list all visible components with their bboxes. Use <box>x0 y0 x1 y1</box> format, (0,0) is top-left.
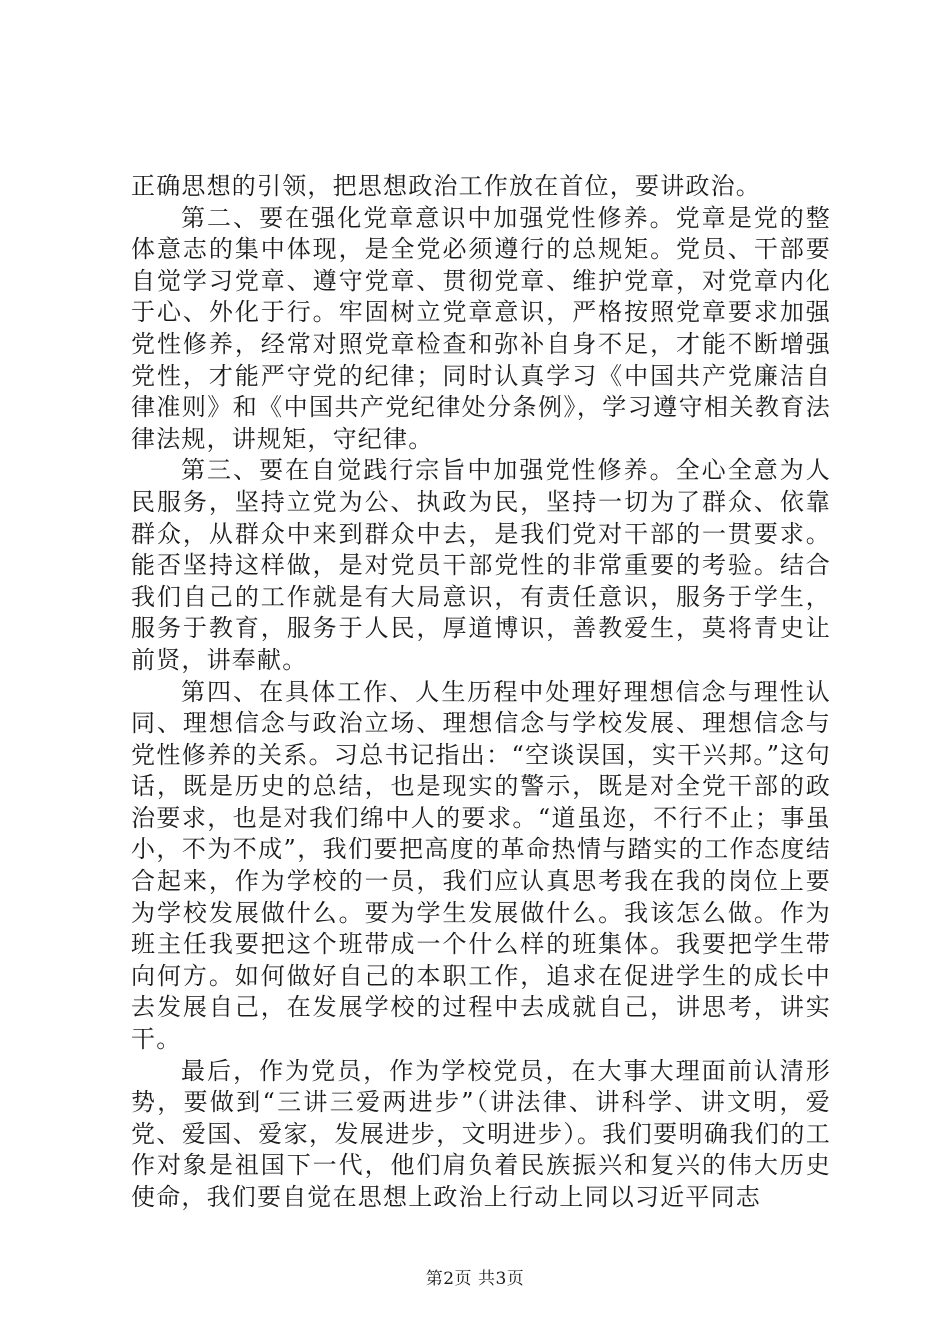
page-number-footer: 第2页 共3页 <box>425 1269 525 1289</box>
document-body <box>131 171 831 1214</box>
paragraph-third-point: 第三、要在自觉践行宗旨中加强党性修养。全心全意为人民服务，坚持立党为公、执政为民，坚持一切为了群众、依靠群众，从群众中来到群众中去，是我们党对干部的一贯要求。能否坚持这样做，是对党员干部党性的非常重要的考验。结合我们自己的工作就是有大局意识，有责任意识，服务于学生，服务于教育，服务于人民，厚道博识，善教爱生，莫将青史让前贤，讲奉献。 <box>131 456 831 674</box>
paragraph-continuation: 正确思想的引领，把思想政治工作放在首位，要讲政治。 <box>131 172 761 200</box>
paragraph-fourth-point: 第四、在具体工作、人生历程中处理好理想信念与理性认同、理想信念与政治立场、理想信念与学校发展、理想信念与党性修养的关系。习总书记指出：“空谈误国，实干兴邦。”这句话，既是历史的总结，也是现实的警示，既是对全党干部的政治要求，也是对我们绵中人的要求。“道虽迩，不行不止；事虽小，不为不成”，我们要把高度的革命热情与踏实的工作态度结合起来，作为学校的一员，我们应认真思考我在我的岗位上要为学校发展做什么。要为学生发展做什么。我该怎么做。作为班主任我要把这个班带成一个什么样的班集体。我要把学生带向何方。如何做好自己的本职工作，追求在促进学生的成长中去发展自己，在发展学校的过程中去成就自己，讲思考，讲实干。 <box>131 677 831 1054</box>
paragraph-second-point: 第二、要在强化党章意识中加强党性修养。党章是党的整体意志的集中体现，是全党必须遵行的总规矩。党员、干部要自觉学习党章、遵守党章、贯彻党章、维护党章，对党章内化于心、外化于行。牢固树立党章意识，严格按照党章要求加强党性修养，经常对照党章检查和弥补自身不足，才能不断增强党性，才能严守党的纪律；同时认真学习《中国共产党廉洁自律准则》和《中国共产党纪律处分条例》，学习遵守相关教育法律法规，讲规矩，守纪律。 <box>131 203 831 453</box>
paragraph-final-point: 最后，作为党员，作为学校党员，在大事大理面前认清形势，要做到“三讲三爱两进步”（讲法律、讲科学、讲文明，爱党、爱国、爱家，发展进步，文明进步）。我们要明确我们的工作对象是祖国下一代，他们肩负着民族振兴和复兴的伟大历史使命，我们要自觉在思想上政治上行动上同以习近平同志 <box>131 1056 831 1211</box>
